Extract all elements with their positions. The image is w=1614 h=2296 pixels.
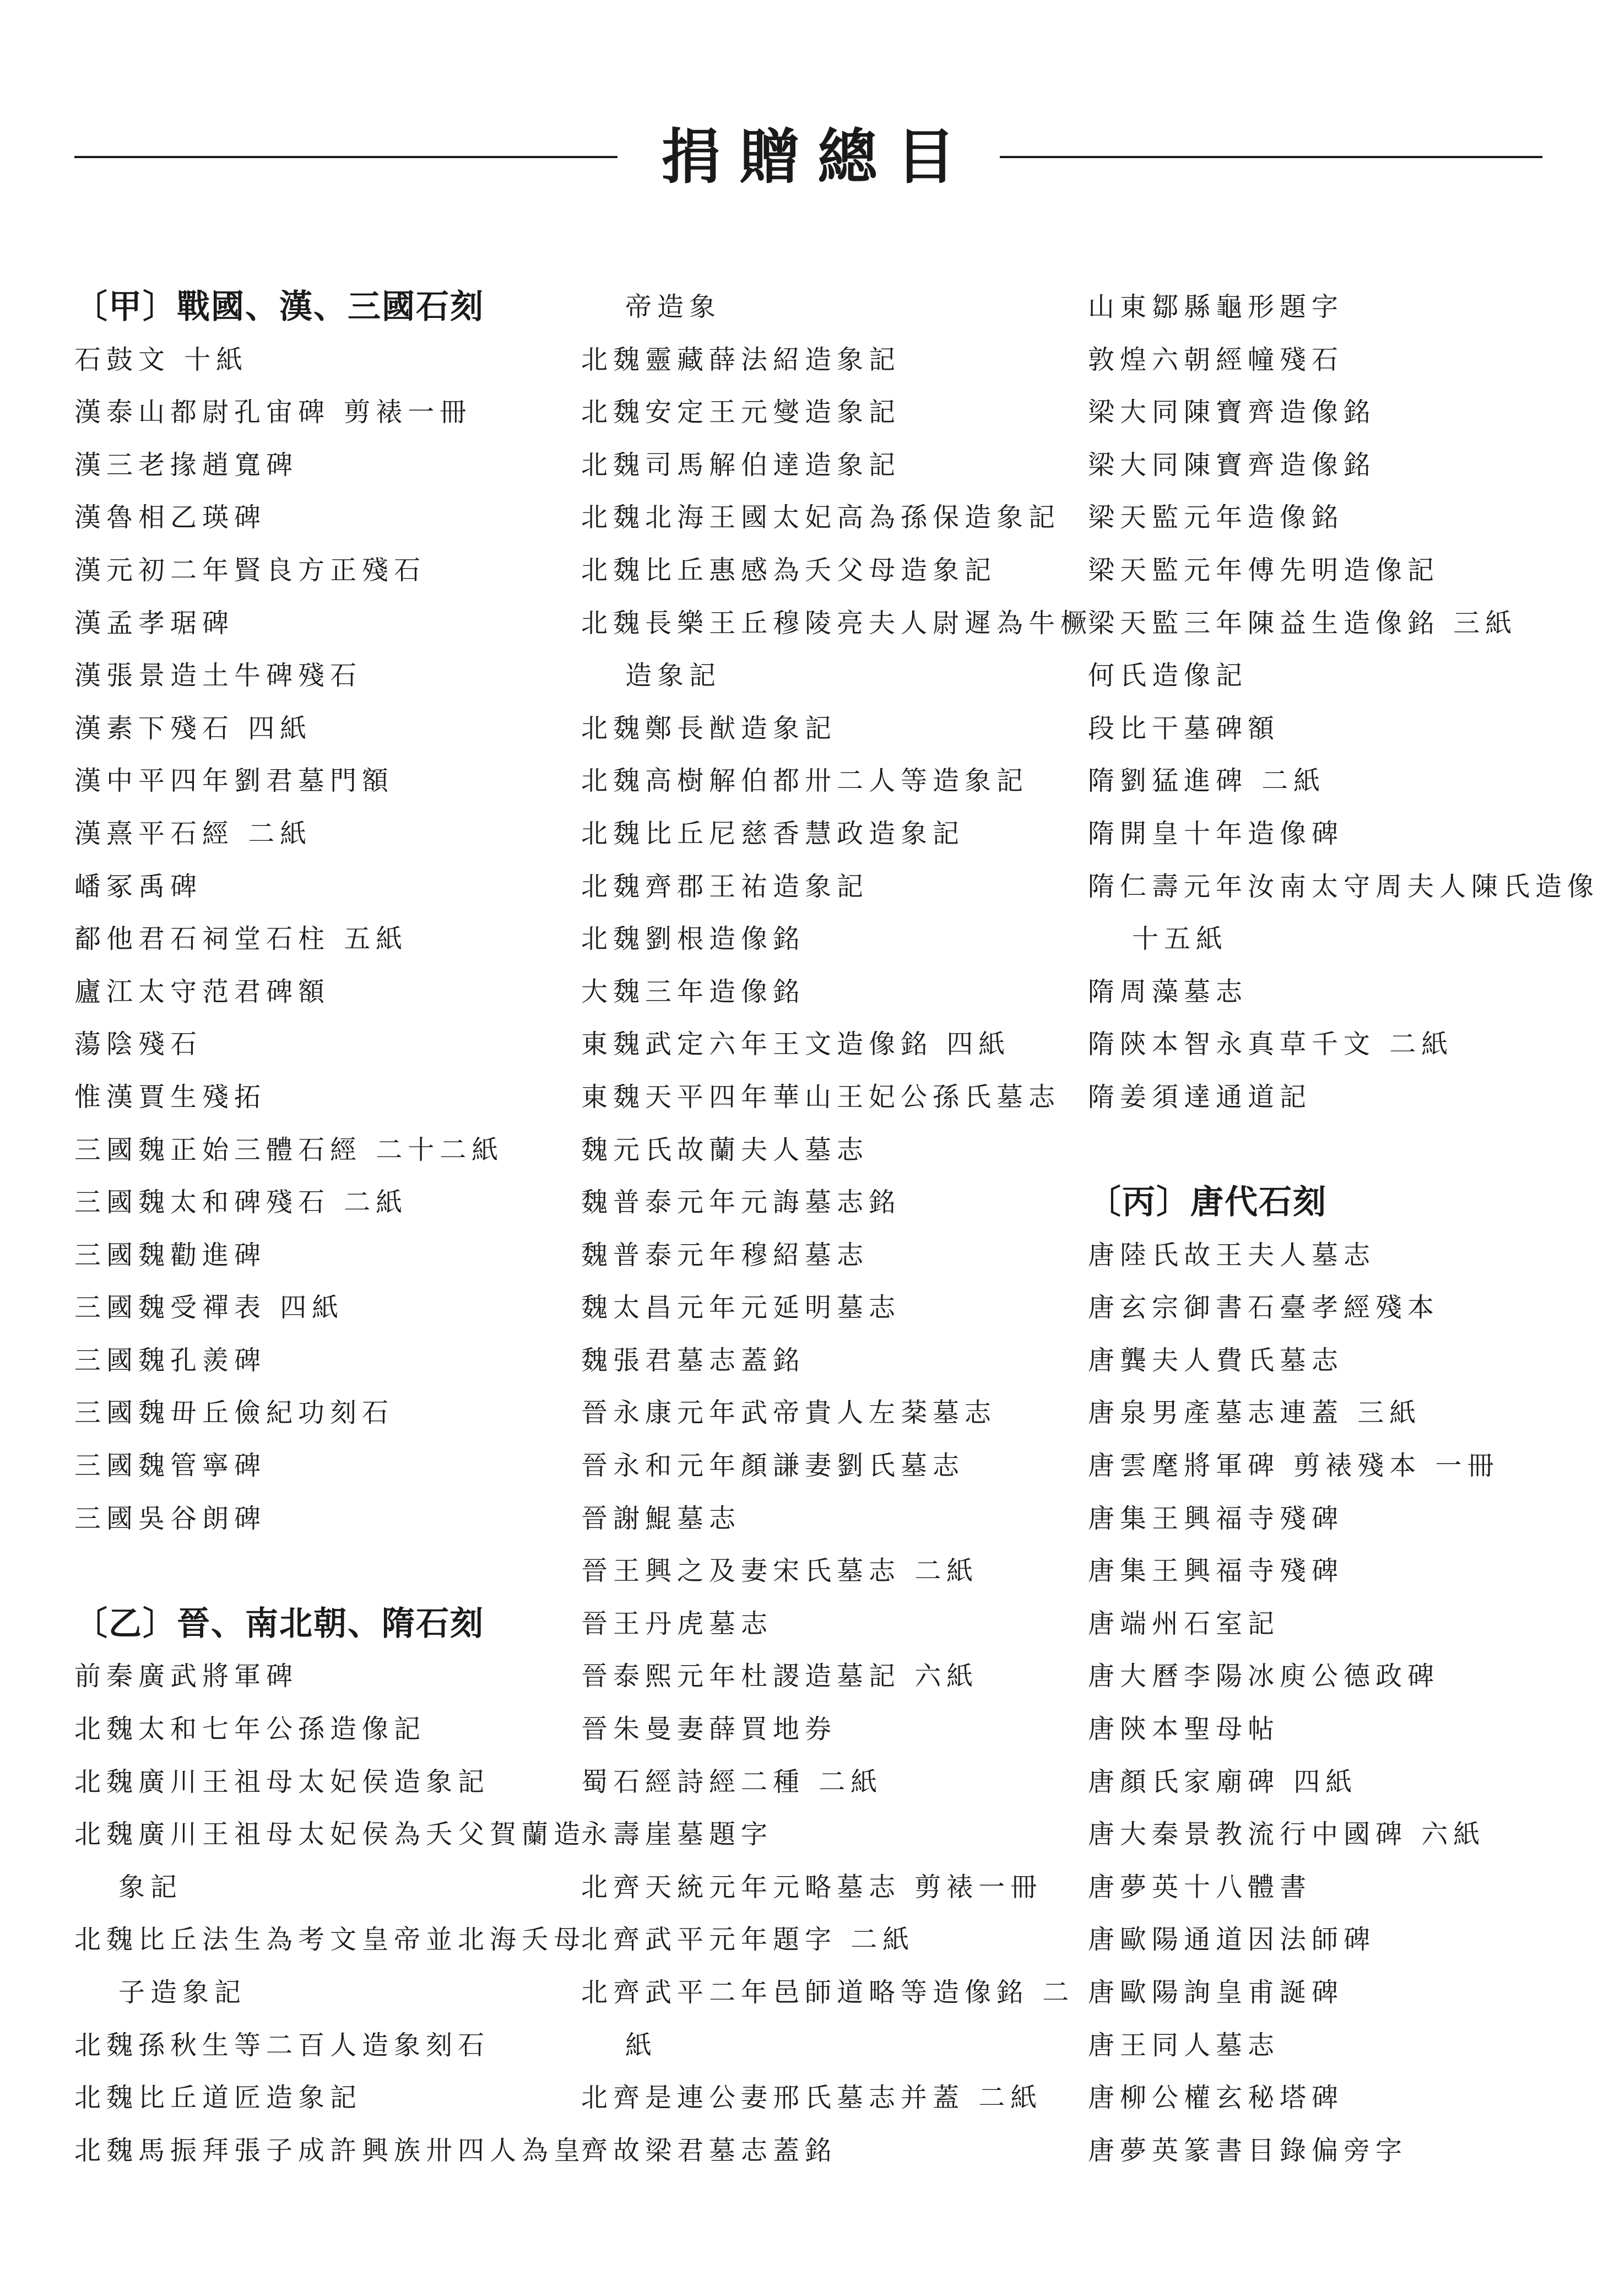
list-item: 隋劉猛進碑 二紙 (1088, 765, 1326, 797)
list-item: 晉朱曼妻薛買地券 (581, 1714, 837, 1745)
list-item: 北魏比丘尼慈香慧政造象記 (581, 818, 965, 849)
list-item: 嶓冢禹碑 (74, 871, 203, 902)
column-2 (581, 281, 1093, 2177)
title-rule-left (74, 156, 618, 158)
list-item: 漢三老掾趙寬碑 (74, 449, 299, 480)
list-item: 梁天監元年傅先明造像記 (1088, 554, 1440, 586)
list-item: 東魏武定六年王文造像銘 四紙 (581, 1029, 1011, 1060)
list-item: 晉謝鯤墓志 (581, 1503, 741, 1534)
list-item: 隋陝本智永真草千文 二紙 (1088, 1029, 1454, 1060)
list-item: 北魏靈藏薛法紹造象記 (581, 344, 901, 375)
list-item: 唐玄宗御書石臺孝經殘本 (1088, 1292, 1440, 1323)
list-item: 北齊天統元年元略墓志 剪裱一冊 (581, 1871, 1043, 1903)
list-item: 漢泰山都尉孔宙碑 剪裱一冊 (74, 397, 472, 428)
list-item: 唐陸氏故王夫人墓志 (1088, 1239, 1376, 1271)
list-item: 大魏三年造像銘 (581, 976, 805, 1007)
section-gap (74, 1545, 559, 1598)
list-item: 隋開皇十年造像碑 (1088, 818, 1344, 849)
list-item: 魏張君墓志蓋銘 (581, 1344, 805, 1376)
list-item: 三國魏毌丘儉紀功刻石 (74, 1397, 394, 1429)
list-item: 漢元初二年賢良方正殘石 (74, 554, 426, 586)
list-item: 鄐他君石祠堂石柱 五紙 (74, 923, 408, 955)
section-heading: 〔甲〕戰國、漢、三國石刻 (74, 288, 484, 326)
list-item: 唐柳公權玄秘塔碑 (1088, 2082, 1344, 2114)
list-item: 北魏廣川王祖母太妃侯為夭父賀蘭造 (74, 1819, 586, 1850)
list-item: 北魏比丘道匠造象記 (74, 2082, 362, 2114)
list-item: 唐端州石室記 (1088, 1608, 1280, 1639)
list-item: 三國魏勸進碑 (74, 1239, 267, 1271)
list-item: 魏太昌元年元延明墓志 (581, 1292, 901, 1323)
list-item: 唐陝本聖母帖 (1088, 1714, 1280, 1745)
list-item-continuation: 象記 (118, 1871, 183, 1903)
list-item: 唐歐陽通道因法師碑 (1088, 1924, 1376, 1955)
list-item: 隋仁壽元年汝南太守周夫人陳氏造像 (1088, 871, 1600, 902)
list-item: 三國吳谷朗碑 (74, 1503, 267, 1534)
list-item: 晉泰熙元年杜謖造墓記 六紙 (581, 1661, 979, 1692)
list-item: 北魏馬振拜張子成許興族卅四人為皇 (74, 2135, 586, 2166)
list-item: 北魏司馬解伯達造象記 (581, 449, 901, 480)
list-item: 齊故梁君墓志蓋銘 (581, 2135, 837, 2166)
list-item: 三國魏孔羨碑 (74, 1344, 267, 1376)
list-item: 漢熹平石經 二紙 (74, 818, 312, 849)
list-item: 晉永康元年武帝貴人左棻墓志 (581, 1397, 997, 1429)
list-item: 梁天監三年陳益生造像銘 三紙 (1088, 607, 1518, 639)
list-item: 北魏高樹解伯都卅二人等造象記 (581, 765, 1029, 797)
list-item: 北魏齊郡王祐造象記 (581, 871, 869, 902)
list-item: 北齊武平元年題字 二紙 (581, 1924, 915, 1955)
list-item: 晉永和元年顏謙妻劉氏墓志 (581, 1450, 965, 1482)
list-item: 唐夢英十八體書 (1088, 1871, 1312, 1903)
list-item: 敦煌六朝經幢殘石 (1088, 344, 1344, 375)
list-item: 唐王同人墓志 (1088, 2029, 1280, 2061)
list-item: 隋周藻墓志 (1088, 976, 1248, 1007)
list-item: 唐顏氏家廟碑 四紙 (1088, 1766, 1358, 1797)
column-3 (1088, 281, 1600, 2177)
list-item: 魏普泰元年元誨墓志銘 (581, 1187, 901, 1218)
section-gap (1088, 1124, 1562, 1177)
list-item: 惟漢賈生殘拓 (74, 1081, 267, 1112)
list-item-continuation: 子造象記 (118, 1977, 247, 2008)
list-item: 永壽崖墓題字 (581, 1819, 773, 1850)
list-item: 唐龔夫人費氏墓志 (1088, 1344, 1344, 1376)
list-item: 唐夢英篆書目錄偏旁字 (1088, 2135, 1408, 2166)
list-item: 漢張景造土牛碑殘石 (74, 660, 362, 691)
list-item: 何氏造像記 (1088, 660, 1248, 691)
list-item: 隋姜須達通道記 (1088, 1081, 1312, 1112)
list-item: 唐雲麾將軍碑 剪裱殘本 一冊 (1088, 1450, 1499, 1482)
list-item-continuation: 紙 (625, 2029, 658, 2061)
list-item: 北魏長樂王丘穆陵亮夫人尉遲為牛橛 (581, 607, 1093, 639)
list-item: 北齊是連公妻邢氏墓志并蓋 二紙 (581, 2082, 1043, 2114)
list-item: 山東鄒縣龜形題字 (1088, 291, 1344, 322)
title-bar (74, 118, 1542, 196)
list-item: 前秦廣武將軍碑 (74, 1661, 299, 1692)
list-item: 三國魏太和碑殘石 二紙 (74, 1187, 408, 1218)
list-item: 北魏廣川王祖母太妃侯造象記 (74, 1766, 490, 1797)
list-item: 北魏鄭長猷造象記 (581, 712, 837, 744)
page-title: 捐贈總目 (661, 122, 974, 192)
list-item: 晉王丹虎墓志 (581, 1608, 773, 1639)
list-item: 唐泉男產墓志連蓋 三紙 (1088, 1397, 1422, 1429)
list-item: 唐大秦景教流行中國碑 六紙 (1088, 1819, 1486, 1850)
list-item: 北魏劉根造像銘 (581, 923, 805, 955)
list-item: 漢素下殘石 四紙 (74, 712, 312, 744)
list-item-continuation: 十五紙 (1132, 923, 1228, 955)
list-item: 漢魯相乙瑛碑 (74, 502, 267, 533)
list-item: 北魏比丘惠感為夭父母造象記 (581, 554, 997, 586)
list-item: 北魏太和七年公孫造像記 (74, 1714, 426, 1745)
section-heading: 〔乙〕晉、南北朝、隋石刻 (74, 1604, 484, 1643)
title-rule-right (1000, 156, 1543, 158)
list-item: 三國魏管寧碑 (74, 1450, 267, 1482)
list-item: 三國魏受禪表 四紙 (74, 1292, 344, 1323)
list-item: 漢中平四年劉君墓門額 (74, 765, 394, 797)
list-item: 唐歐陽詢皇甫誕碑 (1088, 1977, 1344, 2008)
list-item: 唐集王興福寺殘碑 (1088, 1503, 1344, 1534)
list-item: 段比干墓碑額 (1088, 712, 1280, 744)
list-item: 北魏北海王國太妃高為孫保造象記 (581, 502, 1061, 533)
list-item: 唐大曆李陽冰庾公德政碑 (1088, 1661, 1440, 1692)
list-item-continuation: 造象記 (625, 660, 722, 691)
list-item: 蕩陰殘石 (74, 1029, 203, 1060)
list-item: 東魏天平四年華山王妃公孫氏墓志 (581, 1081, 1061, 1112)
list-item: 梁大同陳寶齊造像銘 (1088, 449, 1376, 480)
list-item: 唐集王興福寺殘碑 (1088, 1555, 1344, 1587)
list-item: 梁天監元年造像銘 (1088, 502, 1344, 533)
list-item: 蜀石經詩經二種 二紙 (581, 1766, 883, 1797)
list-item-continuation: 帝造象 (625, 291, 722, 322)
list-item: 石鼓文 十紙 (74, 344, 248, 375)
column-1 (74, 281, 586, 2177)
list-item: 北魏安定王元燮造象記 (581, 397, 901, 428)
list-item: 廬江太守范君碑額 (74, 976, 331, 1007)
list-item: 魏普泰元年穆紹墓志 (581, 1239, 869, 1271)
section-heading: 〔丙〕唐代石刻 (1088, 1183, 1327, 1222)
list-item: 晉王興之及妻宋氏墓志 二紙 (581, 1555, 979, 1587)
list-item: 北魏比丘法生為考文皇帝並北海夭母 (74, 1924, 586, 1955)
list-item: 北齊武平二年邑師道略等造像銘 二 (581, 1977, 1075, 2008)
list-item: 三國魏正始三體石經 二十二紙 (74, 1134, 504, 1165)
list-item: 北魏孫秋生等二百人造象刻石 (74, 2029, 490, 2061)
list-item: 魏元氏故蘭夫人墓志 (581, 1134, 869, 1165)
list-item: 梁大同陳寶齊造像銘 (1088, 397, 1376, 428)
list-item: 漢孟孝琚碑 (74, 607, 235, 639)
